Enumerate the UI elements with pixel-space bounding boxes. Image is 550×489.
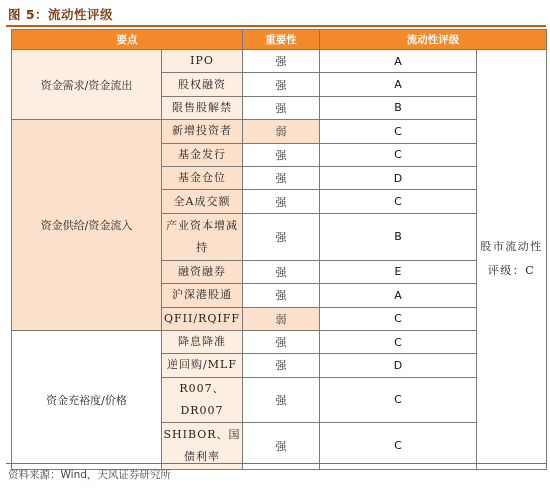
rating-cell: E: [320, 260, 477, 283]
importance-cell: 强: [243, 96, 320, 119]
importance-cell: 弱: [243, 307, 320, 330]
importance-cell: 强: [243, 213, 320, 260]
rating-cell: C: [320, 422, 477, 469]
rating-cell: C: [320, 120, 477, 143]
rating-cell: B: [320, 96, 477, 119]
factor-cell: 沪深港股通: [162, 284, 243, 307]
factor-cell: 逆回购/MLF: [162, 354, 243, 377]
rating-cell: A: [320, 73, 477, 96]
importance-cell: 强: [243, 354, 320, 377]
rating-cell: B: [320, 213, 477, 260]
overall-rating: 股市流动性评级：C: [477, 50, 547, 470]
table-row: [12, 330, 547, 353]
importance-cell: 强: [243, 190, 320, 213]
table-row: [12, 120, 547, 143]
factor-cell: R007、DR007: [162, 377, 243, 422]
table-row: [12, 50, 547, 73]
rating-cell: C: [320, 377, 477, 422]
rating-cell: C: [320, 330, 477, 353]
group-label-inflow: 资金供给/资金流入: [12, 120, 162, 331]
factor-cell: 融资融券: [162, 260, 243, 283]
importance-cell: 强: [243, 73, 320, 96]
footer-divider: [6, 463, 546, 464]
importance-cell: 强: [243, 50, 320, 73]
factor-cell: QFII/RQIFF: [162, 307, 243, 330]
factor-cell: 新增投资者: [162, 120, 243, 143]
rating-cell: D: [320, 166, 477, 189]
importance-cell: 弱: [243, 120, 320, 143]
rating-cell: D: [320, 354, 477, 377]
header-key-point: 要点: [12, 30, 243, 50]
factor-cell: SHIBOR、国债利率: [162, 422, 243, 469]
factor-cell: 限售股解禁: [162, 96, 243, 119]
importance-cell: 强: [243, 377, 320, 422]
group-label-outflow: 资金需求/资金流出: [12, 50, 162, 120]
group-label-price: 资金充裕度/价格: [12, 330, 162, 469]
factor-cell: IPO: [162, 50, 243, 73]
factor-cell: 产业资本增减持: [162, 213, 243, 260]
rating-cell: A: [320, 284, 477, 307]
figure-title: 图 5：流动性评级: [8, 7, 114, 22]
rating-cell: C: [320, 307, 477, 330]
table-header-row: [12, 30, 547, 50]
header-importance: 重要性: [243, 30, 320, 50]
factor-cell: 基金发行: [162, 143, 243, 166]
importance-cell: 强: [243, 166, 320, 189]
factor-cell: 股权融资: [162, 73, 243, 96]
rating-cell: A: [320, 50, 477, 73]
rating-cell: C: [320, 190, 477, 213]
factor-cell: 降息降准: [162, 330, 243, 353]
header-rating: 流动性评级: [320, 30, 547, 50]
importance-cell: 强: [243, 260, 320, 283]
importance-cell: 强: [243, 284, 320, 307]
factor-cell: 全A成交额: [162, 190, 243, 213]
importance-cell: 强: [243, 143, 320, 166]
factor-cell: 基金仓位: [162, 166, 243, 189]
liquidity-rating-table: [11, 29, 547, 470]
source-note: 资料来源：Wind，天风证券研究所: [8, 469, 171, 481]
title-divider: [6, 25, 546, 27]
importance-cell: 强: [243, 330, 320, 353]
importance-cell: 强: [243, 422, 320, 469]
rating-cell: C: [320, 143, 477, 166]
